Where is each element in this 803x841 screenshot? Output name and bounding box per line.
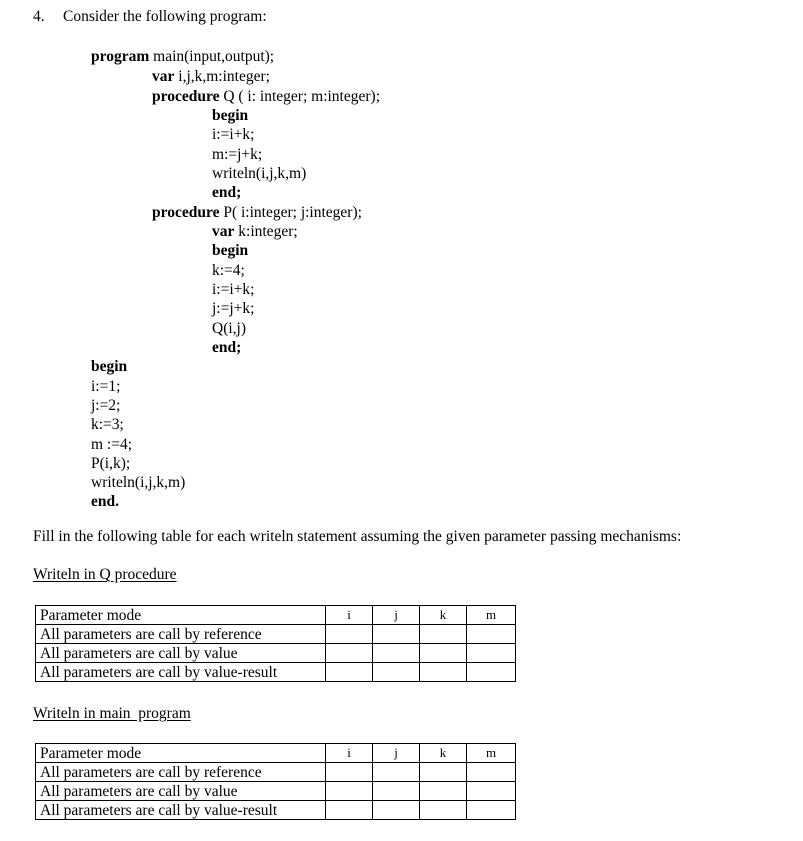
answer-cell-j[interactable]	[373, 625, 420, 644]
answer-cell-m[interactable]	[467, 663, 516, 682]
global-var-decl	[152, 67, 270, 86]
table-header-row	[36, 744, 516, 763]
var-keyword: var	[152, 68, 175, 85]
global-var-list: i,j,k,m:integer;	[174, 68, 270, 85]
question-number: 4.	[33, 8, 45, 25]
main-line: m :=4;	[91, 436, 133, 453]
table-row	[36, 763, 516, 782]
writeln-q-table	[35, 605, 516, 682]
procedure-p-line: i:=i+k;	[212, 281, 255, 298]
var-keyword: var	[212, 223, 235, 240]
row-label: All parameters are call by value-result	[36, 801, 326, 820]
program-header-rest: main(input,output);	[149, 48, 275, 65]
column-header-i: i	[326, 606, 373, 625]
answer-cell-i[interactable]	[326, 663, 373, 682]
answer-cell-m[interactable]	[467, 625, 516, 644]
main-begin: begin	[91, 358, 128, 375]
column-header-mode: Parameter mode	[36, 606, 326, 625]
answer-cell-j[interactable]	[373, 663, 420, 682]
column-header-j: j	[373, 606, 420, 625]
procedure-q-line: m:=j+k;	[212, 146, 263, 163]
answer-cell-k[interactable]	[420, 663, 467, 682]
answer-cell-i[interactable]	[326, 782, 373, 801]
procedure-keyword: procedure	[152, 204, 220, 221]
column-header-m: m	[467, 744, 516, 763]
main-line: i:=1;	[91, 378, 121, 395]
procedure-q-line: i:=i+k;	[212, 126, 255, 143]
table-row	[36, 644, 516, 663]
program-header	[91, 47, 274, 66]
question-prompt: Consider the following program:	[63, 8, 267, 25]
procedure-p-line: k:=4;	[212, 262, 245, 279]
answer-cell-j[interactable]	[373, 763, 420, 782]
main-end: end.	[91, 493, 119, 510]
answer-cell-m[interactable]	[467, 644, 516, 663]
answer-cell-i[interactable]	[326, 763, 373, 782]
table-row	[36, 782, 516, 801]
table-header-row	[36, 606, 516, 625]
procedure-p-var-list: k:integer;	[234, 223, 298, 240]
procedure-q-signature	[152, 87, 380, 106]
column-header-m: m	[467, 606, 516, 625]
procedure-p-end: end;	[212, 339, 242, 356]
column-header-i: i	[326, 744, 373, 763]
answer-cell-j[interactable]	[373, 801, 420, 820]
answer-cell-m[interactable]	[467, 782, 516, 801]
row-label: All parameters are call by reference	[36, 625, 326, 644]
procedure-p-line: j:=j+k;	[212, 300, 255, 317]
main-line: k:=3;	[91, 416, 124, 433]
procedure-q-line: writeln(i,j,k,m)	[212, 165, 307, 182]
main-line: writeln(i,j,k,m)	[91, 474, 186, 491]
table-row	[36, 663, 516, 682]
table-row	[36, 625, 516, 644]
answer-cell-m[interactable]	[467, 801, 516, 820]
procedure-q-end: end;	[212, 184, 242, 201]
program-keyword: program	[91, 48, 150, 65]
main-line: j:=2;	[91, 397, 121, 414]
row-label: All parameters are call by value	[36, 782, 326, 801]
procedure-q-begin: begin	[212, 107, 249, 124]
procedure-keyword: procedure	[152, 88, 220, 105]
answer-cell-k[interactable]	[420, 801, 467, 820]
column-header-mode: Parameter mode	[36, 744, 326, 763]
procedure-p-signature	[152, 203, 362, 222]
answer-cell-i[interactable]	[326, 801, 373, 820]
answer-cell-j[interactable]	[373, 644, 420, 663]
main-line: P(i,k);	[91, 455, 131, 472]
answer-cell-i[interactable]	[326, 625, 373, 644]
procedure-q-params: Q ( i: integer; m:integer);	[219, 88, 381, 105]
answer-cell-j[interactable]	[373, 782, 420, 801]
row-label: All parameters are call by value-result	[36, 663, 326, 682]
writeln-main-table	[35, 743, 516, 820]
answer-cell-k[interactable]	[420, 782, 467, 801]
answer-cell-k[interactable]	[420, 625, 467, 644]
column-header-k: k	[420, 606, 467, 625]
answer-cell-m[interactable]	[467, 763, 516, 782]
answer-cell-k[interactable]	[420, 644, 467, 663]
answer-cell-i[interactable]	[326, 644, 373, 663]
table-row	[36, 801, 516, 820]
column-header-k: k	[420, 744, 467, 763]
procedure-p-begin: begin	[212, 242, 249, 259]
row-label: All parameters are call by reference	[36, 763, 326, 782]
procedure-p-line: Q(i,j)	[212, 320, 247, 337]
table2-caption: Writeln in main program	[33, 705, 191, 722]
row-label: All parameters are call by value	[36, 644, 326, 663]
answer-cell-k[interactable]	[420, 763, 467, 782]
procedure-p-params: P( i:integer; j:integer);	[219, 204, 362, 221]
procedure-p-var-decl	[212, 222, 298, 241]
table1-caption: Writeln in Q procedure	[33, 566, 177, 583]
column-header-j: j	[373, 744, 420, 763]
instruction-text: Fill in the following table for each writeln statement assuming the given parameter passing mechanisms:	[33, 528, 682, 545]
